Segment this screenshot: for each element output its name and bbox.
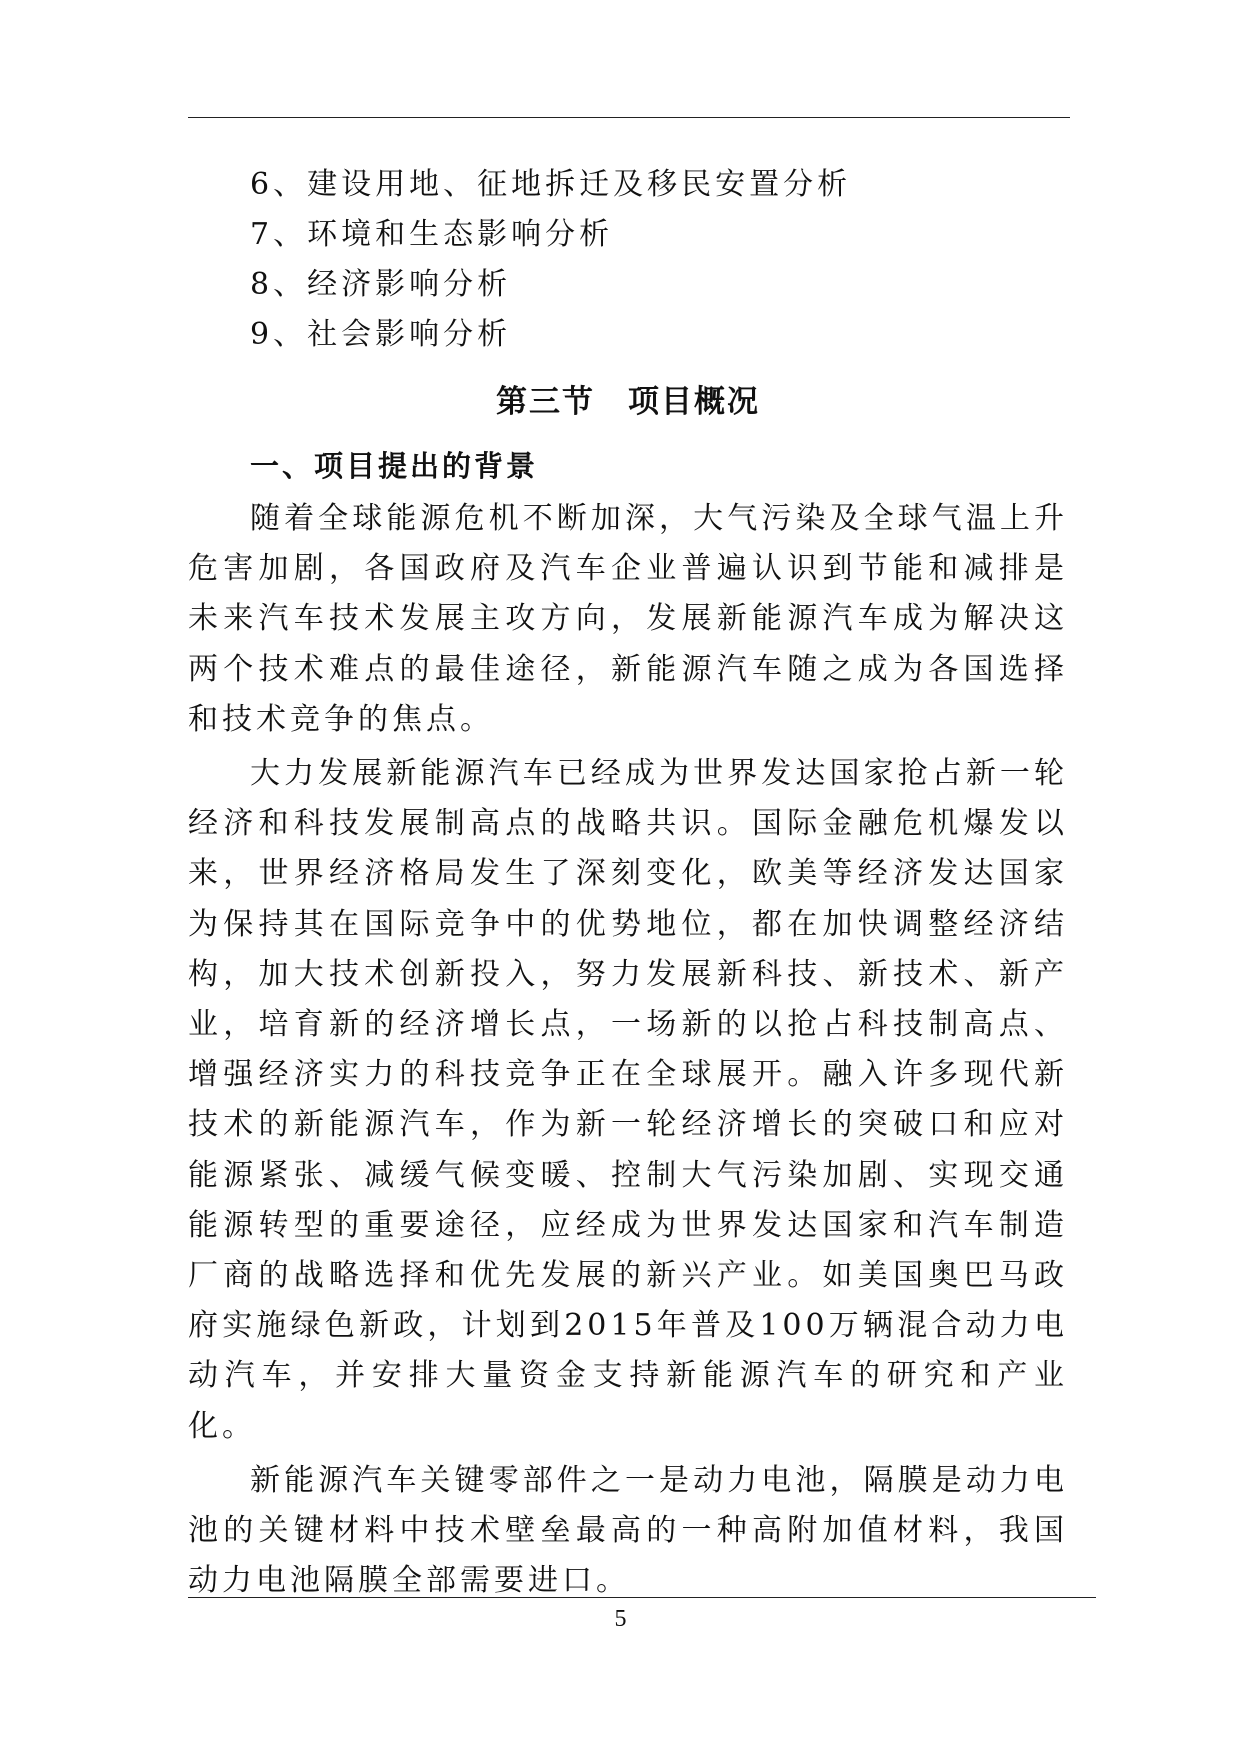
list-item: 8、经济影响分析	[250, 267, 512, 302]
section-title: 第三节 项目概况	[496, 384, 760, 420]
paragraph: 新能源汽车关键零部件之一是动力电池，隔膜是动力电池的关键材料中技术壁垒最高的一种高附加值材料，我国动力电池隔膜全部需要进口。	[188, 1462, 1068, 1599]
page-number: 5	[614, 1606, 627, 1632]
header-rule	[188, 117, 1070, 118]
paragraph: 随着全球能源危机不断加深，大气污染及全球气温上升危害加剧，各国政府及汽车企业普遍认识到节能和减排是未来汽车技术发展主攻方向，发展新能源汽车成为解决这两个技术难点的最佳途径，新能源汽车随之成为各国选择和技术竞争的焦点。	[188, 501, 1068, 737]
list-item: 9、社会影响分析	[250, 317, 512, 352]
list-item: 7、环境和生态影响分析	[250, 217, 614, 252]
subheading: 一、项目提出的背景	[250, 449, 539, 483]
footer-rule	[188, 1597, 1096, 1598]
paragraph: 大力发展新能源汽车已经成为世界发达国家抢占新一轮经济和科技发展制高点的战略共识。国际金融危机爆发以来，世界经济格局发生了深刻变化，欧美等经济发达国家为保持其在国际竞争中的优势地位，都在加快调整经济结构，加大技术创新投入，努力发展新科技、新技术、新产业，培育新的经济增长点，一场新的以抢占科技制高点、增强经济实力的科技竞争正在全球展开。融入许多现代新技术的新能源汽车，作为新一轮经济增长的突破口和应对能源紧张、减缓气候变暖、控制大气污染加剧、实现交通能源转型的重要途径，应经成为世界发达国家和汽车制造厂商的战略选择和优先发展的新兴产业。如美国奥巴马政府实施绿色新政，计划到2015年普及100万辆混合动力电动汽车，并安排大量资金支持新能源汽车的研究和产业化。	[188, 756, 1068, 1444]
page-body	[188, 160, 1068, 1606]
list-item: 6、建设用地、征地拆迁及移民安置分析	[250, 167, 852, 202]
